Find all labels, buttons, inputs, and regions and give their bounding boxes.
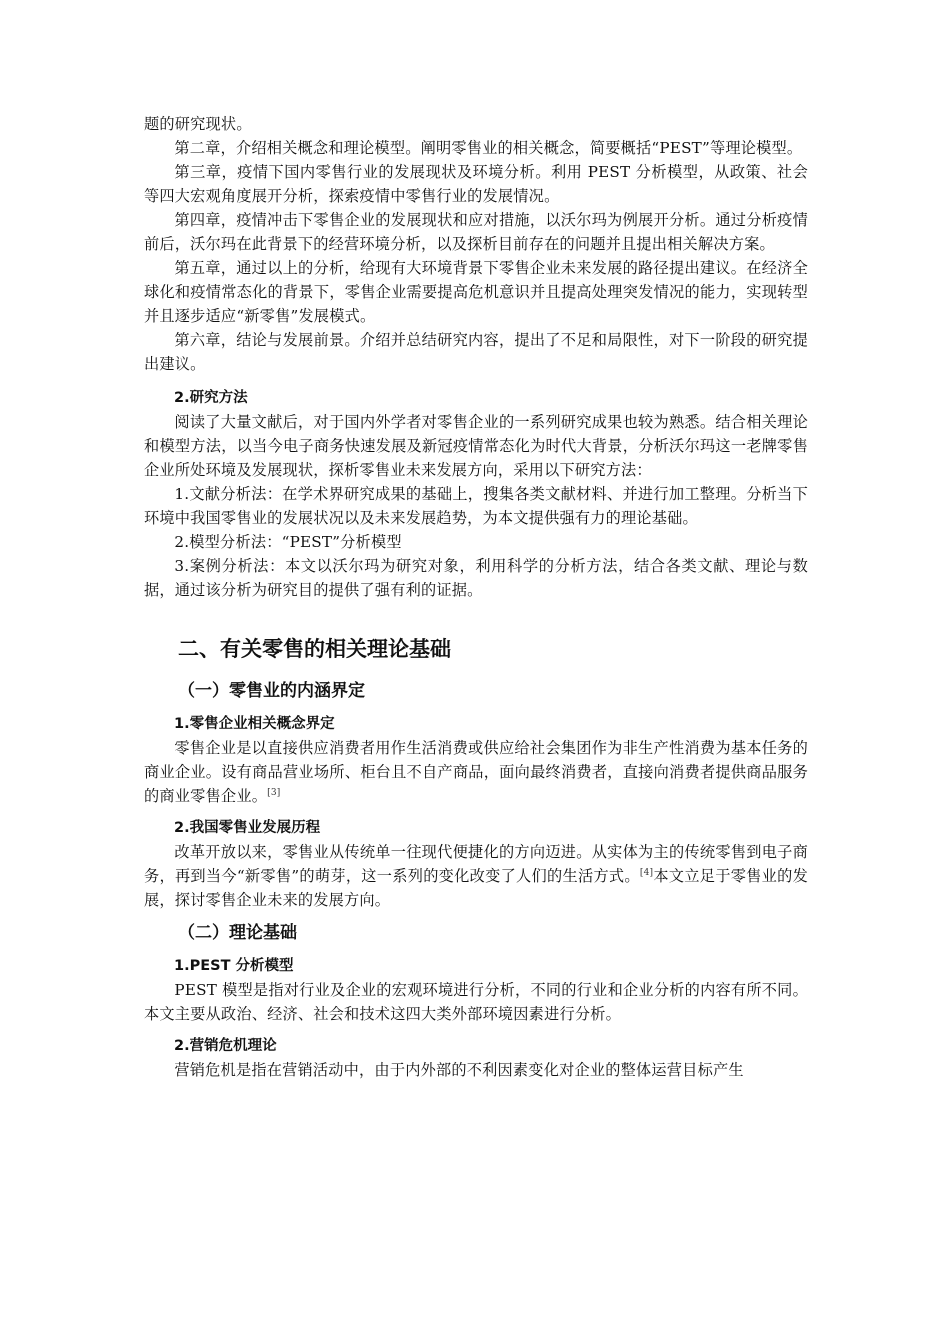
section-heading-retail-definition: （一）零售业的内涵界定 — [178, 681, 365, 701]
citation-ref-4[interactable]: [4] — [639, 867, 654, 878]
chapter5-summary-paragraph: 第五章，通过以上的分析，给现有大环境背景下零售企业未来发展的路径提出建议。在经济全球化和疫情常态化的背景下，零售企业需要提高危机意识并且提高处理突发情况的能力，实现转型并且逐步适应“新零售”发展模式。 — [144, 259, 808, 325]
section-heading-theory: （二）理论基础 — [178, 923, 297, 943]
chapter2-summary-paragraph: 第二章，介绍相关概念和理论模型。阐明零售业的相关概念，简要概括“PEST”等理论模型。 — [174, 139, 803, 157]
method-case-paragraph: 3.案例分析法：本文以沃尔玛为研究对象，利用科学的分析方法，结合各类文献、理论与数据，通过该分析为研究目的提供了强有利的证据。 — [144, 557, 808, 599]
spacer — [144, 602, 808, 634]
chapter-heading: 二、有关零售的相关理论基础 — [178, 637, 451, 661]
method-model-paragraph: 2.模型分析法：“PEST”分析模型 — [174, 533, 402, 551]
chapter6-summary-paragraph: 第六章，结论与发展前景。介绍并总结研究内容，提出了不足和局限性，对下一阶段的研究提出建议。 — [144, 331, 808, 373]
spacer — [144, 664, 808, 678]
history-paragraph — [144, 840, 808, 912]
spacer — [144, 1026, 808, 1034]
chapter3-summary-paragraph: 第三章，疫情下国内零售行业的发展现状及环境分析。利用 PEST 分析模型，从政策、社会等四大宏观角度展开分析，探索疫情中零售行业的发展情况。 — [144, 163, 808, 205]
spacer — [144, 808, 808, 816]
crisis-paragraph: 营销危机是指在营销活动中，由于内外部的不利因素变化对企业的整体运营目标产生 — [174, 1061, 744, 1079]
spacer — [144, 704, 808, 712]
chapter4-summary-paragraph: 第四章，疫情冲击下零售企业的发展现状和应对措施，以沃尔玛为例展开分析。通过分析疫情前后，沃尔玛在此背景下的经营环境分析，以及探析目前存在的问题并且提出相关解决方案。 — [144, 211, 808, 253]
subsection-heading-pest: 1.PEST 分析模型 — [174, 958, 294, 974]
spacer — [144, 912, 808, 920]
method-literature-paragraph: 1.文献分析法：在学术界研究成果的基础上，搜集各类文献材料、并进行加工整理。分析当下环境中我国零售业的发展状况以及未来发展趋势，为本文提供强有力的理论基础。 — [144, 485, 808, 527]
pest-paragraph: PEST 模型是指对行业及企业的宏观环境进行分析，不同的行业和企业分析的内容有所不同。本文主要从政治、经济、社会和技术这四大类外部环境因素进行分析。 — [144, 981, 808, 1023]
citation-ref-3[interactable]: [3] — [267, 787, 281, 798]
concept-text: 零售企业是以直接供应消费者用作生活消费或供应给社会集团作为非生产性消费为基本任务的商业企业。设有商品营业场所、柜台且不自产商品，面向最终消费者，直接向消费者提供商品服务的商业零售企业。 — [144, 739, 808, 805]
concept-paragraph — [144, 736, 808, 808]
subsection-heading-history: 2.我国零售业发展历程 — [174, 820, 321, 836]
research-methods-heading: 2.研究方法 — [174, 390, 248, 406]
history-text-b: 本文立足于零售业的发展，探讨零售企业未来的发展方向。 — [144, 867, 808, 909]
spacer — [144, 376, 808, 386]
subsection-heading-concept: 1.零售企业相关概念界定 — [174, 716, 335, 732]
research-methods-intro-paragraph: 阅读了大量文献后，对于国内外学者对零售企业的一系列研究成果也较为熟悉。结合相关理论和模型方法，以当今电子商务快速发展及新冠疫情常态化为时代大背景，分析沃尔玛这一老牌零售企业所处环境及发展现状，探析零售业未来发展方向，采用以下研究方法： — [144, 413, 808, 479]
history-text-a: 改革开放以来，零售业从传统单一往现代便捷化的方向迈进。从实体为主的传统零售到电子商务，再到当今“新零售”的萌芽，这一系列的变化改变了人们的生活方式。 — [144, 843, 808, 885]
intro-tail-paragraph: 题的研究现状。 — [144, 115, 252, 133]
subsection-heading-crisis: 2.营销危机理论 — [174, 1038, 277, 1054]
page-content — [144, 112, 808, 1082]
spacer — [144, 946, 808, 954]
